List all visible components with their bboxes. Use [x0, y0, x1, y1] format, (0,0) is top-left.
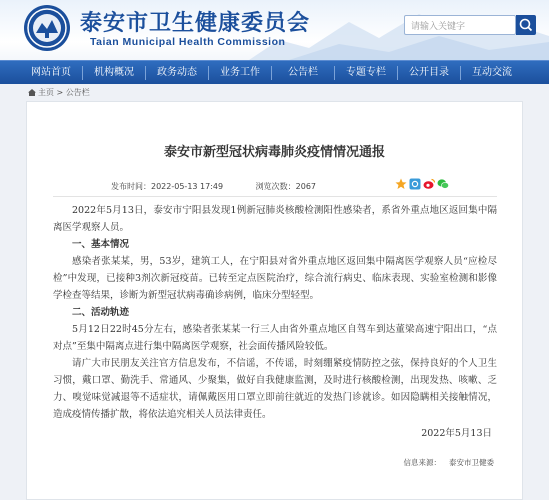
nav-item-business[interactable]: 业务工作 — [220, 67, 260, 78]
breadcrumb — [28, 87, 90, 98]
search-button[interactable] — [516, 15, 536, 35]
breadcrumb-home[interactable]: 主页 — [38, 88, 54, 97]
nav-item-catalog[interactable]: 公开目录 — [409, 67, 449, 78]
search-input[interactable]: 请输入关键字 — [404, 15, 516, 35]
nav-item-topics[interactable]: 专题专栏 — [346, 67, 386, 78]
article-body — [53, 202, 497, 423]
site-subtitle: Taian Municipal Health Commission — [90, 36, 286, 48]
breadcrumb-separator: > — [56, 88, 64, 97]
nav-item-home[interactable]: 网站首页 — [31, 67, 71, 78]
section-heading: 二、活动轨迹 — [72, 307, 130, 318]
nav-item-interaction[interactable]: 互动交流 — [472, 67, 512, 78]
share-qzone-icon[interactable] — [395, 178, 407, 190]
info-source — [404, 457, 495, 468]
site-title: 泰安市卫生健康委员会 — [80, 11, 311, 36]
share-weibo-icon[interactable] — [423, 178, 435, 190]
section-paragraph: 感染者张某某，男，53岁，建筑工人，在宁阳县对省外重点地区返回集中隔离医学观察人员“应检尽检”中发现，已接种3剂次新冠疫苗。已转至定点医院治疗，综合流行病史、临床表现、实验室检测和影像学检查等结果，诊断为新型冠状病毒确诊病例，临床分型轻型。 — [53, 256, 497, 301]
nav-item-news[interactable]: 政务动态 — [157, 67, 197, 78]
main-nav — [0, 60, 549, 84]
intro-paragraph: 2022年5月13日，泰安市宁阳县发现1例新冠肺炎核酸检测阳性感染者，系省外重点地区返回集中隔离医学观察人员。 — [53, 205, 497, 233]
nav-item-about[interactable]: 机构概况 — [94, 67, 134, 78]
source-value: 泰安市卫健委 — [449, 458, 494, 467]
publish-time-value: 2022-05-13 17:49 — [151, 182, 224, 191]
article-meta — [111, 181, 316, 192]
source-label: 信息来源： — [403, 458, 441, 467]
site-header — [0, 0, 549, 60]
section-heading: 一、基本情况 — [72, 239, 130, 250]
search-icon — [516, 15, 536, 35]
share-moments-icon[interactable] — [409, 178, 421, 190]
views-label: 浏览次数： — [255, 182, 296, 191]
home-icon — [28, 89, 36, 96]
article-title: 泰安市新型冠状病毒肺炎疫情情况通报 — [163, 145, 385, 160]
nav-item-notices[interactable]: 公告栏 — [288, 67, 318, 78]
section-paragraph: 5月12日22时45分左右，感染者张某某一行三人由省外重点地区自驾车到达董梁高速宁阳出口，“点对点”至集中隔离点进行集中隔离医学观察，社会面传播风险较低。 — [53, 324, 497, 352]
publish-time-label: 发布时间： — [111, 182, 151, 191]
views-value: 2067 — [295, 182, 316, 191]
logo-emblem[interactable] — [22, 3, 72, 53]
share-wechat-icon[interactable] — [437, 178, 449, 190]
article-date: 2022年5月13日 — [421, 428, 492, 439]
divider — [53, 196, 497, 197]
closing-paragraph: 请广大市民朋友关注官方信息发布，不信谣，不传谣，时刻绷紧疫情防控之弦，保持良好的个人卫生习惯，戴口罩、勤洗手、常通风、少聚集，做好自我健康监测，及时进行核酸检测，出现发热、咳嗽、乏力、嗅觉味觉减退等不适症状，请佩戴医用口罩立即前往就近的发热门诊就诊。如因隐瞒相关接触情况，造成疫情传播扩散，将依法追究相关人员法律责任。 — [53, 358, 497, 420]
breadcrumb-current[interactable]: 公告栏 — [65, 88, 90, 97]
article-panel — [26, 101, 523, 500]
